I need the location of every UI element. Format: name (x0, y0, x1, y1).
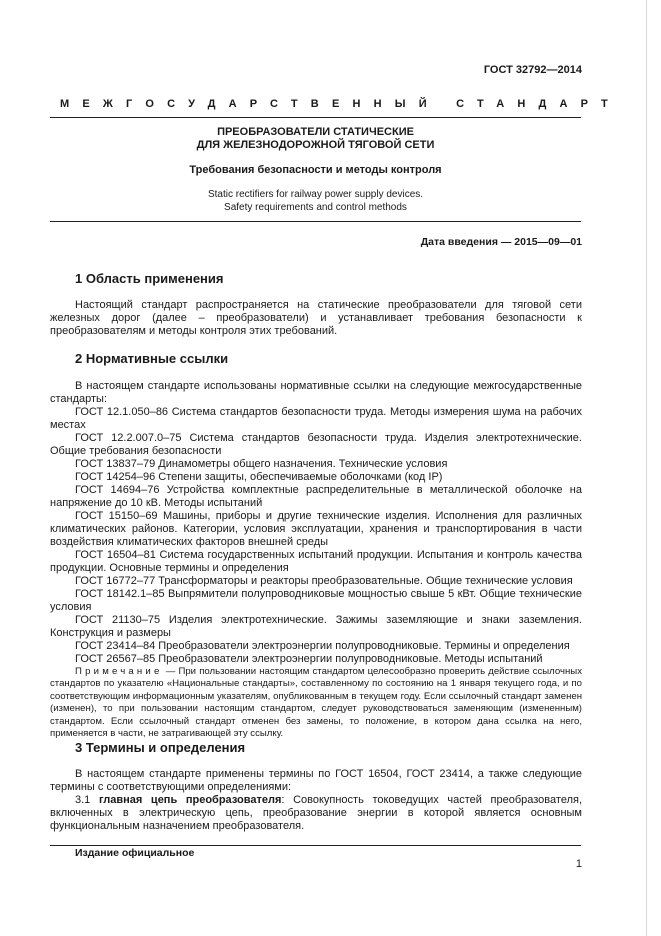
reference-item: ГОСТ 12.1.050–86 Система стандартов безопасности труда. Методы измерения шума на рабочих местах (50, 406, 582, 431)
reference-item: ГОСТ 12.2.007.0–75 Система стандартов безопасности труда. Изделия электротехнические. Общие требования безопасности (50, 432, 582, 457)
reference-item: ГОСТ 14694–76 Устройства комплектные распределительные в металлической оболочке на напряжение до 10 кВ. Методы испытаний (50, 484, 582, 509)
reference-item: ГОСТ 14254–96 Степени защиты, обеспечиваемые оболочками (код IP) (75, 471, 443, 483)
divider-middle (50, 221, 581, 222)
official-edition-label: Издание официальное (75, 847, 195, 859)
divider-footer (50, 845, 581, 846)
section-3-body (50, 768, 582, 833)
scan-edge (646, 0, 647, 936)
section-1-body (50, 299, 582, 338)
standard-banner: МЕЖГОСУДАРСТВЕННЫЙ СТАНДАРТ (60, 98, 621, 110)
reference-item: ГОСТ 23414–84 Преобразователи электроэнергии полупроводниковые. Термины и определения (75, 640, 570, 652)
section-3-intro: В настоящем стандарте применены термины по ГОСТ 16504, ГОСТ 23414, а также следующие термины с соответствующими определениями: (50, 768, 582, 793)
subtitle: Требования безопасности и методы контроля (189, 164, 442, 176)
page-number: 1 (575, 858, 582, 870)
term-name: главная цепь преобразователя (98, 794, 282, 806)
reference-item: ГОСТ 26567–85 Преобразователи электроэнергии полупроводниковые. Методы испытаний (75, 653, 543, 665)
term-definition (50, 794, 582, 833)
note-paragraph (50, 666, 582, 740)
section-1-heading: 1 Область применения (75, 271, 224, 286)
english-title-line-2: Safety requirements and control methods (224, 202, 407, 213)
reference-item: ГОСТ 21130–75 Изделия электротехнические. Зажимы заземляющие и знаки заземления. Конструкция и размеры (50, 614, 582, 639)
note-label: Примечание (75, 666, 163, 677)
introduction-date: Дата введения — 2015—09—01 (420, 236, 582, 248)
section-2-intro: В настоящем стандарте использованы нормативные ссылки на следующие межгосударственные стандарты: (50, 380, 582, 405)
section-1-text: Настоящий стандарт распространяется на статические преобразователи для тяговой сети железных дорог (далее – преобразователи) и устанавливает требования безопасности к преобразователям и методы контроля этих требований. (50, 299, 582, 337)
title-line-1: ПРЕОБРАЗОВАТЕЛИ СТАТИЧЕСКИЕ (217, 126, 414, 138)
divider-top (50, 117, 581, 118)
document-number: ГОСТ 32792—2014 (483, 64, 582, 76)
title-line-2: ДЛЯ ЖЕЛЕЗНОДОРОЖНОЙ ТЯГОВОЙ СЕТИ (196, 139, 435, 151)
term-definition-text: : Совокупность токоведущих частей преобразователя, включенных в электрическую цепь, преобразование энергии в которой является основным функциональным назначением преобразователя. (50, 794, 582, 832)
reference-item: ГОСТ 16772–77 Трансформаторы и реакторы преобразовательные. Общие технические условия (75, 575, 573, 587)
reference-item: ГОСТ 13837–79 Динамометры общего назначения. Технические условия (75, 458, 448, 470)
note-text: — При пользовании настоящим стандартом целесообразно проверить действие ссылочных стандартов по указателю «Национальные стандарты», составленному по состоянию на 1 января текущего года, и по соответствующим информационным указателям, опубликованным в текущем году. Если ссылочный стандарт заменен (изменен), то при пользовании настоящим стандартом, следует руководствоваться заменяющим (измененным) стандартом. Если ссылочный стандарт отменен без замены, то положение, в котором дана ссылка на него, применяется в части, не затрагивающей эту ссылку. (50, 666, 582, 740)
section-2-heading: 2 Нормативные ссылки (75, 351, 229, 366)
section-3-heading: 3 Термины и определения (75, 740, 246, 755)
section-2-body (50, 380, 582, 740)
english-title-line-1: Static rectifiers for railway power supply devices. (207, 189, 424, 200)
reference-item: ГОСТ 18142.1–85 Выпрямители полупроводниковые мощностью свыше 5 кВт. Общие технические условия (50, 588, 582, 613)
reference-item: ГОСТ 16504–81 Система государственных испытаний продукции. Испытания и контроль качества продукции. Основные термины и определения (50, 549, 582, 574)
reference-item: ГОСТ 15150–69 Машины, приборы и другие технические изделия. Исполнения для различных климатических районов. Категории, условия эксплуатации, хранения и транспортирования в части воздействия климатических факторов внешней среды (50, 510, 582, 548)
term-number: 3.1 (75, 794, 91, 806)
